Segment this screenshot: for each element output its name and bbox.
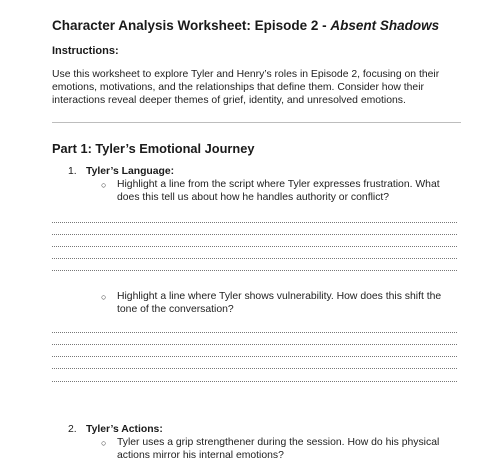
answer-line[interactable]: [52, 270, 457, 271]
item-1-prompt-2: Highlight a line where Tyler shows vulnerability. How does this shift the tone of the conversation?: [117, 291, 442, 315]
section-divider: [52, 122, 461, 123]
item-2-number: 2.: [68, 424, 77, 435]
answer-line[interactable]: [52, 344, 457, 345]
item-1-label: Tyler’s Language:: [86, 166, 175, 177]
item-1-prompt-1: Highlight a line from the script where Tyler expresses frustration. What does this tell us about how he handles authority or conflict?: [117, 179, 440, 203]
bullet-icon: ○: [101, 438, 107, 448]
answer-line[interactable]: [52, 332, 457, 333]
instructions-heading: Instructions:: [52, 45, 119, 57]
answer-line[interactable]: [52, 356, 457, 357]
answer-line[interactable]: [52, 222, 457, 223]
answer-line[interactable]: [52, 246, 457, 247]
instructions-body: Use this worksheet to explore Tyler and Henry’s roles in Episode 2, focusing on their emotions, motivations, and the relationships that define them. Consider how their interactions reveal deeper themes of grief, identity, and unresolved emotions.: [52, 69, 440, 106]
answer-line[interactable]: [52, 258, 457, 259]
part1-heading: Part 1: Tyler’s Emotional Journey: [52, 141, 255, 156]
answer-line[interactable]: [52, 234, 457, 235]
bullet-icon: ○: [101, 292, 107, 302]
item-2-prompt-1: Tyler uses a grip strengthener during the session. How do his physical actions mirror his internal emotions?: [117, 437, 440, 461]
item-1-number: 1.: [68, 166, 77, 177]
title-prefix: Character Analysis Worksheet: Episode 2 -: [52, 18, 331, 33]
episode-name: Absent Shadows: [330, 18, 440, 33]
answer-line[interactable]: [52, 381, 457, 382]
answer-line[interactable]: [52, 368, 457, 369]
bullet-icon: ○: [101, 180, 107, 190]
worksheet-title: [52, 18, 439, 33]
item-2-label: Tyler’s Actions:: [86, 424, 163, 435]
